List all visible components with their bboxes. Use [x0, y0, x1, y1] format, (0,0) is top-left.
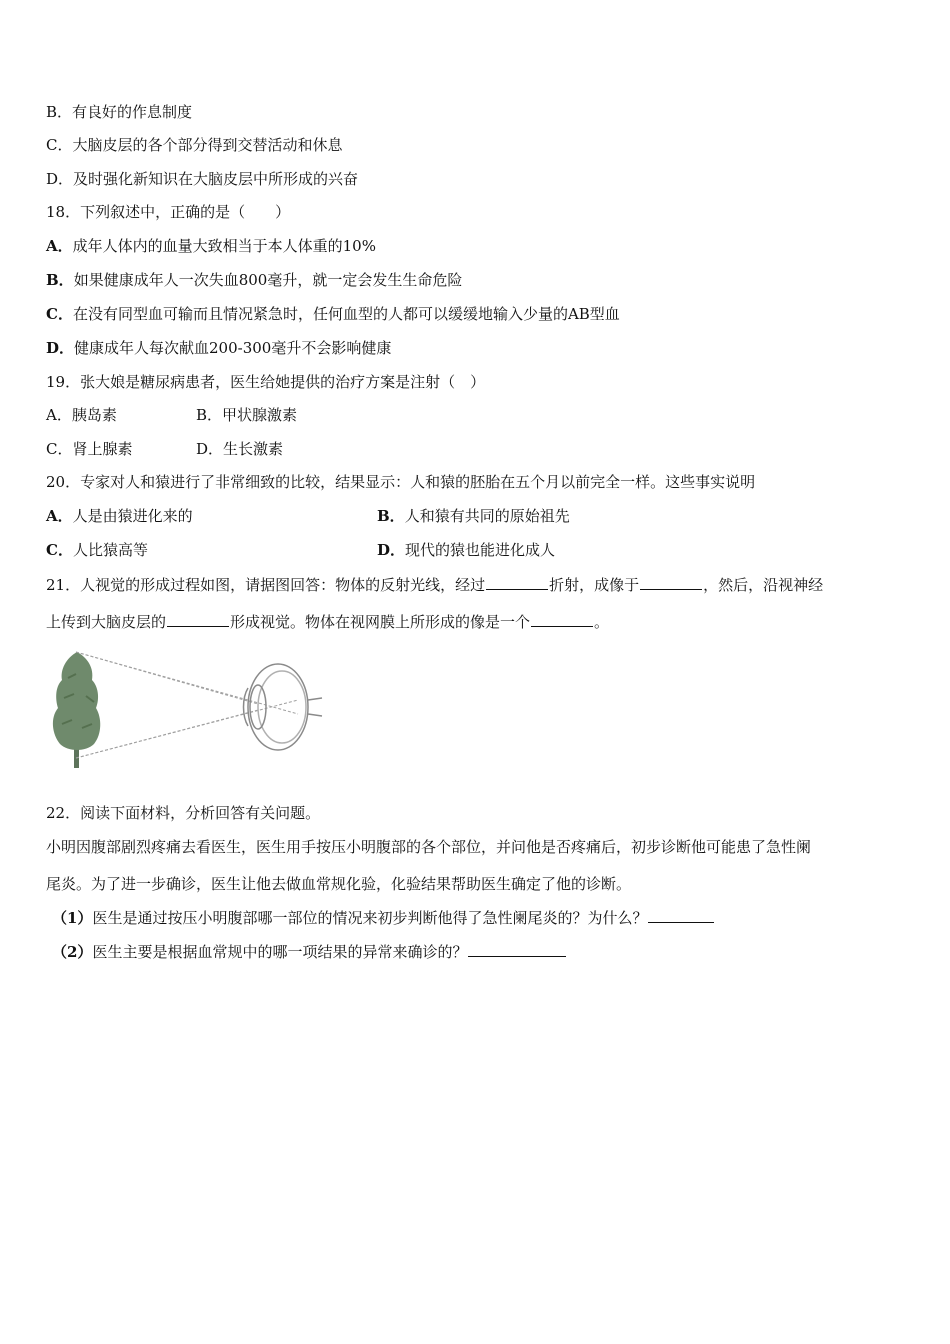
- option-text: 在没有同型血可输而且情况紧急时，任何血型的人都可以缓缓地输入少量的AB型血: [72, 305, 620, 323]
- q17-option-d: D．及时强化新知识在大脑皮层中所形成的兴奋: [46, 170, 359, 188]
- option-text: 现代的猿也能进化成人: [405, 541, 556, 559]
- tree-icon: [53, 652, 100, 768]
- subquestion-label: （2）: [52, 943, 93, 961]
- q21-text-6: 。: [594, 613, 610, 631]
- q18-option-d: [46, 338, 391, 358]
- option-label: D．: [377, 541, 406, 559]
- q21-text-2: 折射，成像于: [549, 576, 640, 594]
- q20-option-a: [46, 506, 193, 526]
- q22-material-line-1: 小明因腹部剧烈疼痛去看医生，医生用手按压小明腹部的各个部位，并问他是否疼痛后，初步诊断他可能患了急性阑: [46, 838, 812, 856]
- eye-icon: [244, 664, 323, 750]
- option-text: 成年人体内的血量大致相当于本人体重的10%: [72, 237, 376, 255]
- answer-blank-1[interactable]: [486, 574, 548, 590]
- q21-line-2: [46, 611, 609, 632]
- option-label: A．: [46, 237, 73, 255]
- option-text: 人比猿高等: [72, 541, 148, 559]
- answer-blank-5[interactable]: [648, 907, 714, 923]
- option-text: 人是由猿进化来的: [72, 507, 193, 525]
- q18-option-b: [46, 270, 462, 290]
- subquestion-text: 医生主要是根据血常规中的哪一项结果的异常来确诊的？: [92, 943, 468, 961]
- q21-text-1: 21．人视觉的形成过程如图，请据图回答：物体的反射光线，经过: [46, 576, 486, 594]
- option-label: B．: [377, 507, 405, 525]
- q18-option-c: [46, 304, 620, 324]
- q18-stem: 18．下列叙述中，正确的是（ ）: [46, 203, 291, 221]
- option-label: A．: [46, 507, 73, 525]
- q22-stem: 22．阅读下面材料，分析回答有关问题。: [46, 804, 321, 822]
- q21-text-3: ，然后，沿视神经: [703, 576, 824, 594]
- q20-option-c: [46, 540, 148, 560]
- q19-option-b: B．甲状腺激素: [196, 406, 298, 424]
- q21-text-5: 形成视觉。物体在视网膜上所形成的像是一个: [230, 613, 531, 631]
- answer-blank-3[interactable]: [167, 611, 229, 627]
- q22-subquestion-2: [52, 941, 567, 962]
- vision-diagram: [46, 648, 326, 774]
- option-text: 健康成年人每次献血200-300毫升不会影响健康: [74, 339, 392, 357]
- option-label: D．: [46, 339, 75, 357]
- q19-option-a: A．胰岛素: [46, 406, 117, 424]
- q18-option-a: [46, 236, 376, 256]
- option-text: 如果健康成年人一次失血800毫升，就一定会发生生命危险: [73, 271, 463, 289]
- q22-subquestion-1: [52, 907, 715, 928]
- q19-option-c: C．肾上腺素: [46, 440, 133, 458]
- subquestion-label: （1）: [52, 909, 93, 927]
- q20-stem: 20．专家对人和猿进行了非常细致的比较，结果显示：人和猿的胚胎在五个月以前完全一样。这些事实说明: [46, 473, 756, 491]
- answer-blank-6[interactable]: [468, 941, 566, 957]
- q17-option-c: C．大脑皮层的各个部分得到交替活动和休息: [46, 136, 343, 154]
- q20-option-d: [377, 540, 555, 560]
- q17-option-b: B．有良好的作息制度: [46, 103, 193, 121]
- option-label: C．: [46, 305, 73, 323]
- option-label: B．: [46, 271, 74, 289]
- option-label: C．: [46, 541, 73, 559]
- option-text: 人和猿有共同的原始祖先: [404, 507, 570, 525]
- q22-material-line-2: 尾炎。为了进一步确诊，医生让他去做血常规化验，化验结果帮助医生确定了他的诊断。: [46, 875, 632, 893]
- q19-stem: 19．张大娘是糖尿病患者，医生给她提供的治疗方案是注射（ ）: [46, 373, 486, 391]
- q19-option-d: D．生长激素: [196, 440, 284, 458]
- subquestion-text: 医生是通过按压小明腹部哪一部位的情况来初步判断他得了急性阑尾炎的？为什么？: [92, 909, 648, 927]
- answer-blank-2[interactable]: [640, 574, 702, 590]
- answer-blank-4[interactable]: [531, 611, 593, 627]
- q21-line-1: [46, 574, 823, 595]
- q20-option-b: [377, 506, 570, 526]
- q21-text-4: 上传到大脑皮层的: [46, 613, 167, 631]
